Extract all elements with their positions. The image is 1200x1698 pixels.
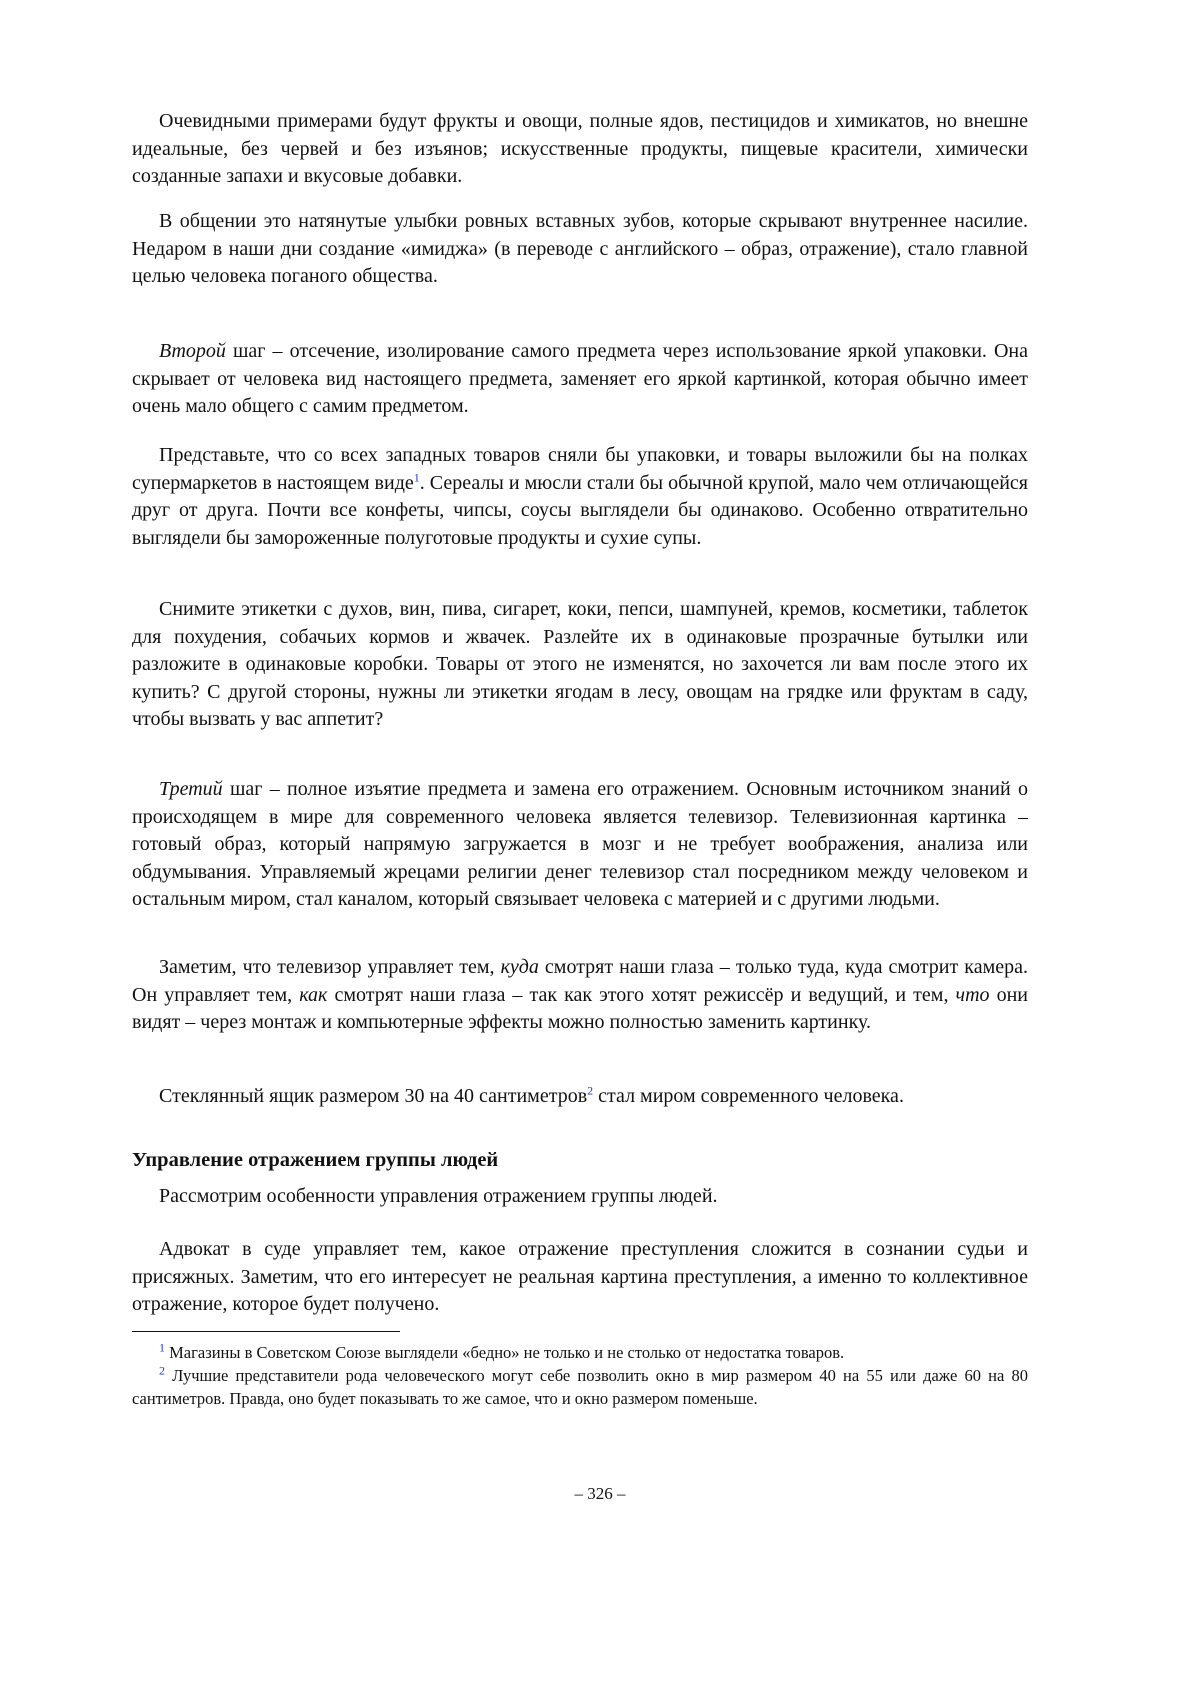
paragraph	[132, 1236, 1028, 1319]
paragraph	[132, 1083, 1028, 1111]
emphasis-text: куда	[501, 956, 539, 978]
paragraph	[132, 776, 1028, 914]
text-run: шаг – полное изъятие предмета и замена его отражением. Основным источником знаний о происходящем в мире для современного человека является телевизор. Телевизионная картинка – готовый образ, который напрямую загружается в мозг и не требует воображения, анализа или обдумывания. Управляемый жрецами религии денег телевизор стал посредником между человеком и остальным миром, стал каналом, который связывает человека с материей и с другими людьми.	[132, 778, 1028, 910]
footnote-number: 1	[159, 1341, 165, 1355]
footnote-reference[interactable]: 2	[587, 1083, 593, 1097]
paragraph	[132, 338, 1028, 421]
paragraph	[132, 954, 1028, 1037]
paragraph	[132, 108, 1028, 191]
paragraph	[132, 596, 1028, 734]
footnote-1	[132, 1342, 1028, 1365]
text-run: смотрят наши глаза – так как этого хотят режиссёр и ведущий, и тем,	[327, 984, 955, 1006]
text-run: В общении это натянутые улыбки ровных вставных зубов, которые скрывают внутреннее насилие. Недаром в наши дни создание «имиджа» (в переводе с английского – образ, отражение), стало главной целью человека поганого общества.	[132, 210, 1028, 287]
emphasis-text: Третий	[159, 778, 223, 800]
footnote-text: Магазины в Советском Союзе выглядели «бедно» не только и не столько от недостатка товаров.	[165, 1343, 844, 1362]
text-run: Рассмотрим особенности управления отражением группы людей.	[159, 1185, 718, 1207]
section-heading: Управление отражением группы людей	[132, 1146, 498, 1174]
emphasis-text: как	[299, 984, 327, 1006]
text-run: . Сереалы и мюсли стали бы обычной крупой, мало чем отличающейся друг от друга. Почти все конфеты, чипсы, соусы выглядели бы одинаково. Особенно отвратительно выглядели бы замороженные полуготовые продукты и сухие супы.	[132, 472, 1028, 549]
footnote-2	[132, 1365, 1028, 1410]
text-run: шаг – отсечение, изолирование самого предмета через использование яркой упаковки. Она скрывает от человека вид настоящего предмета, заменяет его яркой картинкой, которая обычно имеет очень мало общего с самим предметом.	[132, 340, 1028, 417]
footnote-reference[interactable]: 1	[414, 470, 420, 484]
emphasis-text: Второй	[159, 340, 226, 362]
page-number: – 326 –	[0, 1484, 1200, 1504]
footnote-divider	[132, 1331, 400, 1332]
text-run: Очевидными примерами будут фрукты и овощи, полные ядов, пестицидов и химикатов, но внешне идеальные, без червей и без изъянов; искусственные продукты, пищевые красители, химически созданные запахи и вкусовые добавки.	[132, 110, 1028, 187]
text-run: они видят – через монтаж и компьютерные эффекты можно полностью заменить картинку.	[132, 984, 1028, 1034]
text-run: Стеклянный ящик размером 30 на 40 сантиметров	[159, 1085, 587, 1107]
text-run: Адвокат в суде управляет тем, какое отражение преступления сложится в сознании судьи и присяжных. Заметим, что его интересует не реальная картина преступления, а именно то коллективное отражение, которое будет получено.	[132, 1238, 1028, 1315]
paragraph	[132, 1183, 1028, 1211]
document-page	[0, 0, 1200, 1698]
footnote-text: Лучшие представители рода человеческого могут себе позволить окно в мир размером 40 на 55 или даже 60 на 80 сантиметров. Правда, оно будет показывать то же самое, что и окно размером поменьше.	[132, 1366, 1028, 1408]
text-run: Представьте, что со всех западных товаров сняли бы упаковки, и товары выложили бы на полках супермаркетов в настоящем виде	[132, 444, 1028, 494]
text-run: смотрят наши глаза – только туда, куда смотрит камера. Он управляет тем,	[132, 956, 1028, 1006]
paragraph	[132, 442, 1028, 552]
text-run: стал миром современного человека.	[593, 1085, 904, 1107]
paragraph	[132, 208, 1028, 291]
text-run: Заметим, что телевизор управляет тем,	[159, 956, 501, 978]
text-run: Снимите этикетки с духов, вин, пива, сигарет, коки, пепси, шампуней, кремов, косметики, таблеток для похудения, собачьих кормов и жвачек. Разлейте их в одинаковые прозрачные бутылки или разложите в одинаковые коробки. Товары от этого не изменятся, но захочется ли вам после этого их купить? С другой стороны, нужны ли этикетки ягодам в лесу, овощам на грядке или фруктам в саду, чтобы вызвать у вас аппетит?	[132, 598, 1028, 730]
footnote-number: 2	[159, 1364, 165, 1378]
emphasis-text: что	[956, 984, 990, 1006]
